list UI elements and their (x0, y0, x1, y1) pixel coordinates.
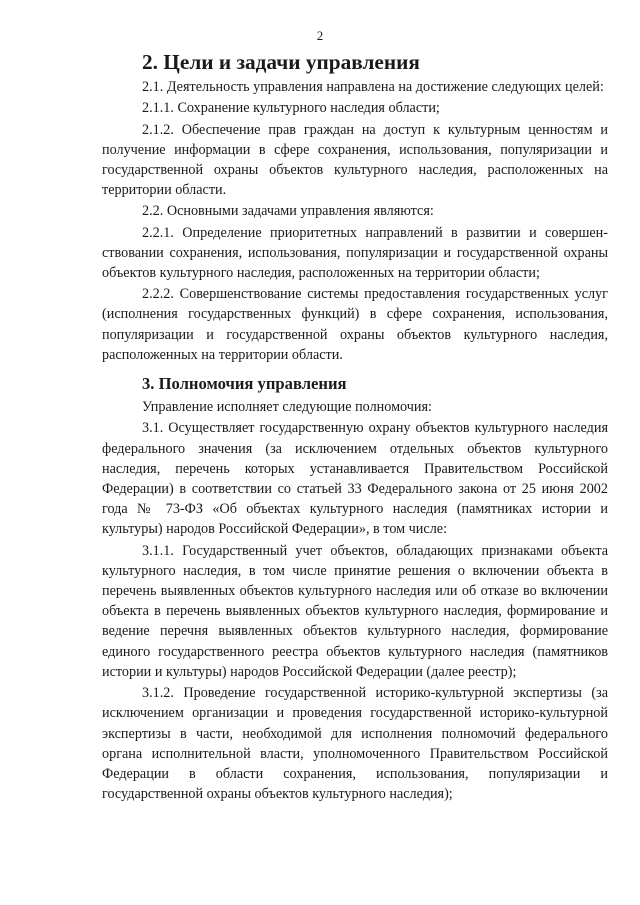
paragraph: 2.2. Основными задачами управления являются: (142, 203, 434, 220)
paragraph: 3.1.1. Государственный учет объектов, обладающих признаками объекта культурного наследия, в том числе принятие решения о включении объекта в перечень выявленных объектов культурного наследия или об отказе во включении объекта в перечень выявленных объектов культурного наследия, формирование и ведение перечня выявленных объектов культурного наследия, формирование единого государственного реестра объектов культурного наследия (памятников истории и культуры) народов Российской Федерации (далее реестр); (102, 542, 608, 680)
page-number: 2 (316, 28, 324, 43)
paragraph: 2.1.2. Обеспечение прав граждан на доступ к культурным ценностям и получение информации в сфере сохранения, использования, популяризации и государственной охраны объектов культурного наследия, расположенных на территории области. (102, 121, 608, 199)
paragraph: 3.1.2. Проведение государственной историко-культурной экспертизы (за исключением организации и проведения государственной историко-культурной экспертизы в части, необходимой для исполнения полномочий федерального органа исполнительной власти, уполномоченного Правительством Российской Федерации в области сохранения, использования, популяризации и государственной охраны объектов культурного наследия); (102, 685, 608, 803)
paragraph: 2.1.1. Сохранение культурного наследия области; (142, 100, 440, 117)
section-heading-goals: 2. Цели и задачи управления (142, 50, 420, 74)
paragraph: 3.1. Осуществляет государственную охрану объектов культурного наследия федерального значения (за исключением отдельных объектов культурного наследия, перечень которых устанавливается Правительством Российской Федерации) в соответствии со статьей 33 Федерального закона от 25 июня 2002 года № 73-ФЗ «Об объектах культурного наследия (памятниках истории и культуры) народов Российской Федерации», в том числе: (102, 420, 608, 538)
paragraph: 2.1. Деятельность управления направлена на достижение следующих целей: (142, 79, 604, 96)
section-heading-powers: 3. Полномочия управления (142, 374, 347, 394)
paragraph: 2.2.1. Определение приоритетных направлений в развитии и совершен-ствовании сохранения, использования, популяризации и государственной охраны объектов культурного наследия, расположенных на территории области; (102, 224, 608, 282)
paragraph: 2.2.2. Совершенствование системы предоставления государственных услуг (исполнения государственных функций) в сфере сохранения, использования, популяризации и государственной охраны объектов культурного наследия, расположенных на территории области. (102, 286, 608, 363)
document-body (102, 52, 608, 805)
section-goals (102, 52, 608, 365)
paragraph: Управление исполняет следующие полномочия: (142, 399, 432, 416)
section-powers (102, 374, 608, 804)
